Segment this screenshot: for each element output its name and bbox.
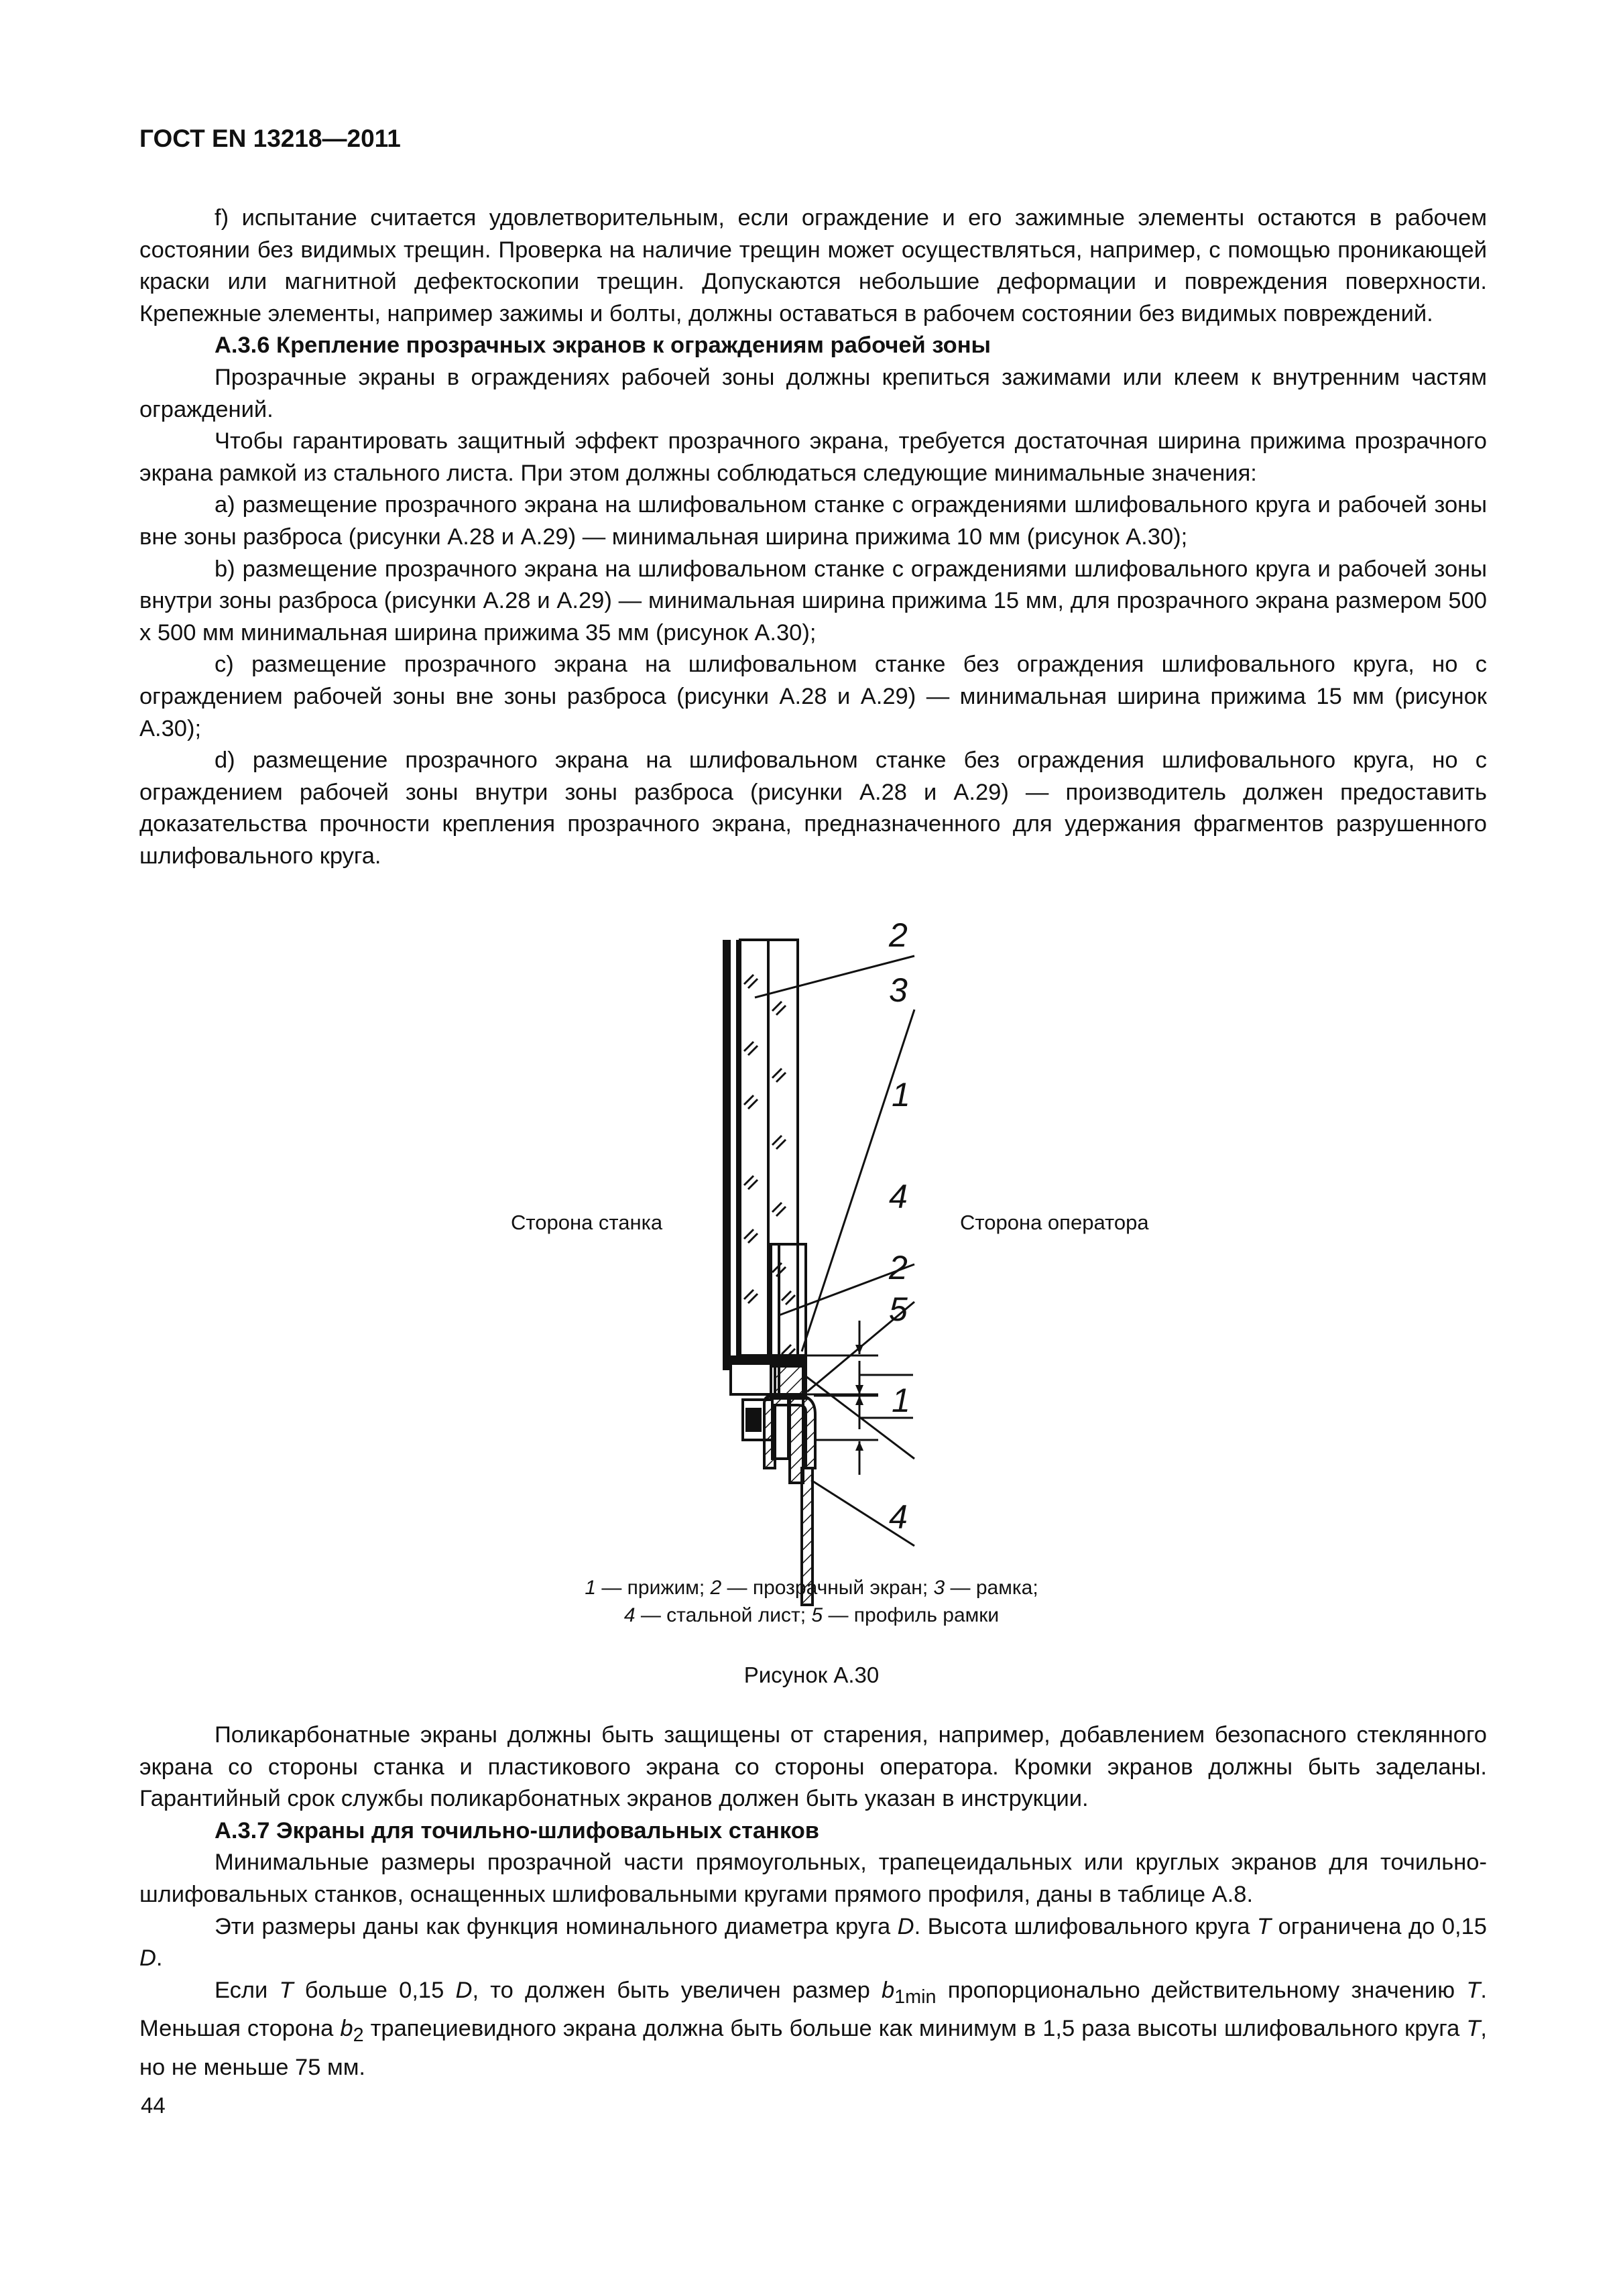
paragraph: Если T больше 0,15 D, то должен быть увеличен размер $b_{1min}$ пропорционально действительному значению T. Меньшая сторона $b_2$ трапециевидного экрана должна быть больше как минимум в 1,5 раза высоты шлифовального круга T, но не меньше 75 мм. <box>139 1977 1488 2080</box>
paragraph-f: f) испытание считается удовлетворительным, если ограждение и его зажимные элементы остаются в рабочем состоянии без видимых трещин. Проверка на наличие трещин может осуществляться, например, с помощью проникающей краски или магнитной дефектоскопии трещин. Допускаются небольшие деформации и повреждения поверхности. Крепежные элементы, например зажимы и болты, должны оставаться в рабочем состоянии без видимых повреждений. <box>139 205 1487 326</box>
figure-title: Рисунок А.30 <box>743 1663 880 1687</box>
figure-legend <box>0 1574 1623 1629</box>
callout-bottom-4: 4 <box>889 1498 908 1536</box>
heading-a36: А.3.6 Крепление прозрачных экранов к ограждениям рабочей зоны <box>215 333 991 359</box>
label-operator-side: Сторона оператора <box>960 1211 1149 1234</box>
callout-top-4: 4 <box>889 1178 908 1215</box>
legend-line-1: 1 — прижим; 2 — прозрачный экран; 3 — рамка; <box>585 1577 1038 1599</box>
label-machine-side: Сторона станка <box>511 1211 663 1234</box>
top-detail <box>723 940 914 1483</box>
callout-top-1: 1 <box>892 1076 910 1113</box>
paragraph: Прозрачные экраны в ограждениях рабочей зоны должны крепиться зажимами или клеем к внутренним частям ограждений. <box>139 364 1487 422</box>
callout-top-2: 2 <box>889 918 908 954</box>
list-item-c: с) размещение прозрачного экрана на шлифовальном станке без ограждения шлифовального круга, но с ограждением рабочей зоны вне зоны разброса (рисунки А.28 и А.29) — минимальная ширина прижима 15 мм (рисунок А.30); <box>139 652 1487 741</box>
callout-bottom-1: 1 <box>892 1382 910 1419</box>
paragraph: Минимальные размеры прозрачной части прямоугольных, трапецеидальных или круглых экранов для точильно-шлифовальных станков, оснащенных шлифовальными кругами прямого профиля, даны в таблице А.8. <box>139 1850 1487 1907</box>
list-item-d: d) размещение прозрачного экрана на шлифовальном станке без ограждения шлифовального круга, но с ограждением рабочей зоны внутри зоны разброса (рисунки А.28 и А.29) — производитель должен предоставить доказательства прочности крепления прозрачного экрана, предназначенного для удержания фрагментов разрушенного шлифовального круга. <box>139 747 1487 869</box>
callout-bottom-5: 5 <box>889 1290 908 1328</box>
list-item-a: а) размещение прозрачного экрана на шлифовальном станке с ограждениями шлифовального круга и рабочей зоны вне зоны разброса (рисунки А.28 и А.29) — минимальная ширина прижима 10 мм (рисунок А.30); <box>139 492 1487 550</box>
callout-bottom-2: 2 <box>889 1249 908 1286</box>
legend-line-2: 4 — стальной лист; 5 — профиль рамки <box>623 1604 1000 1626</box>
list-item-b: b) размещение прозрачного экрана на шлифовальном станке с ограждениями шлифовального круга и рабочей зоны внутри зоны разброса (рисунки А.28 и А.29) — минимальная ширина прижима 15 мм, для прозрачного экрана размером 500 х 500 мм минимальная ширина прижима 35 мм (рисунок А.30); <box>139 556 1487 646</box>
page-number: 44 <box>141 2093 166 2118</box>
callout-top-3: 3 <box>889 971 908 1009</box>
text-block-bottom <box>139 1719 1487 2083</box>
figure-a30 <box>0 918 1623 1683</box>
figure-drawing <box>0 918 1623 1683</box>
paragraph: Эти размеры даны как функция номинального диаметра круга D. Высота шлифовального круга T ограничена до 0,15 D. <box>139 1913 1487 1972</box>
heading-a37: А.3.7 Экраны для точильно-шлифовальных станков <box>215 1817 819 1844</box>
paragraph: Поликарбонатные экраны должны быть защищены от старения, например, добавлением безопасного стеклянного экрана со стороны станка и пластикового экрана со стороны оператора. Кромки экранов должны быть заделаны. Гарантийный срок службы поликарбонатных экранов должен быть указан в инструкции. <box>139 1722 1487 1812</box>
document-header: ГОСТ EN 13218—2011 <box>139 125 401 152</box>
paragraph: Чтобы гарантировать защитный эффект прозрачного экрана, требуется достаточная ширина прижима прозрачного экрана рамкой из стального листа. При этом должны соблюдаться следующие минимальные значения: <box>139 428 1487 486</box>
text-block-top <box>139 202 1487 872</box>
